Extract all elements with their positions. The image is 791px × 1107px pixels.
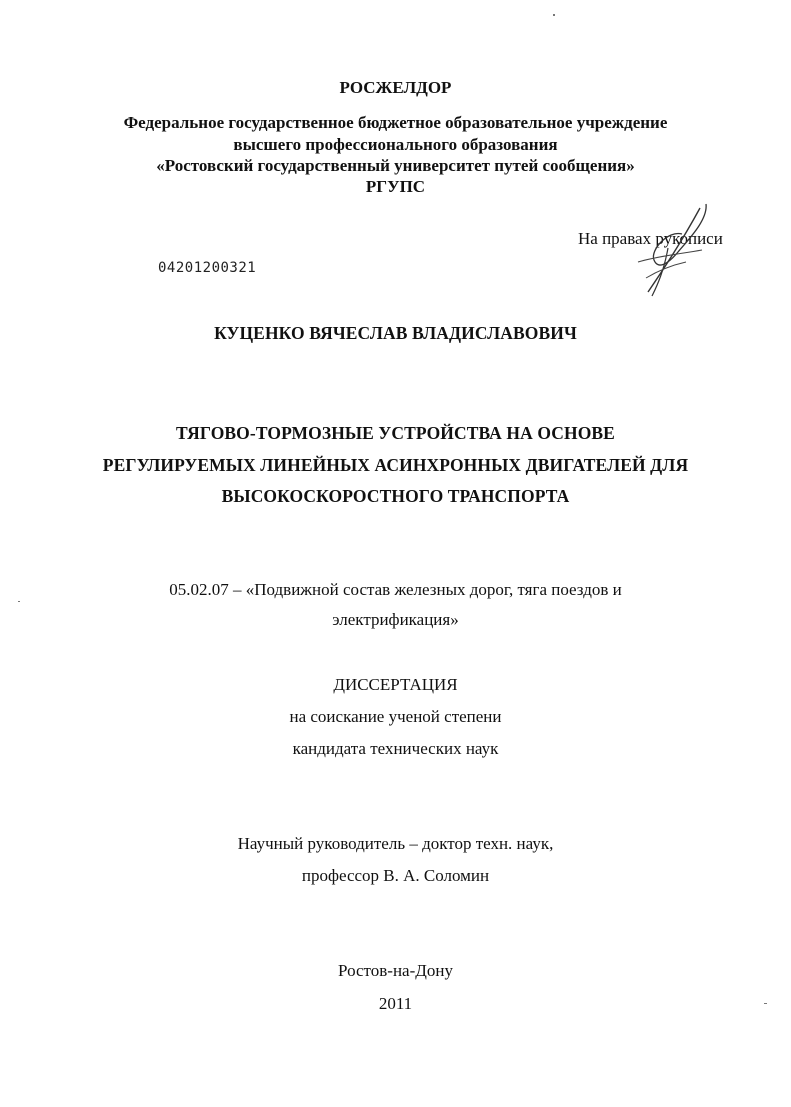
degree-line-2: кандидата технических наук bbox=[292, 739, 499, 758]
scan-speck bbox=[18, 601, 20, 602]
signature-icon bbox=[628, 200, 716, 300]
registration-number: 04201200321 bbox=[158, 260, 257, 276]
specialty-line-2: электрификация» bbox=[332, 610, 459, 629]
institution-line-1: Федеральное государственное бюджетное образовательное учреждение bbox=[123, 113, 668, 132]
manuscript-note: На правах рукописи bbox=[578, 229, 723, 248]
title-line-1: ТЯГОВО-ТОРМОЗНЫЕ УСТРОЙСТВА НА ОСНОВЕ bbox=[176, 423, 615, 443]
title-line-3: ВЫСОКОСКОРОСТНОГО ТРАНСПОРТА bbox=[221, 486, 570, 506]
university-abbreviation: РГУПС bbox=[365, 177, 426, 196]
institution-line-2: высшего профессионального образования bbox=[233, 135, 558, 154]
university-name: «Ростовский государственный университет путей сообщения» bbox=[156, 156, 635, 175]
year: 2011 bbox=[378, 994, 413, 1013]
specialty-line-1: 05.02.07 – «Подвижной состав железных дорог, тяга поездов и bbox=[169, 580, 622, 599]
work-type: ДИССЕРТАЦИЯ bbox=[333, 675, 458, 694]
supervisor-line-1: Научный руководитель – доктор техн. наук, bbox=[237, 834, 554, 853]
ministry-name: РОСЖЕЛДОР bbox=[339, 78, 452, 97]
degree-line-1: на соискание ученой степени bbox=[289, 707, 502, 726]
scan-speck bbox=[553, 14, 555, 16]
scan-speck bbox=[764, 1003, 767, 1004]
supervisor-line-2: профессор В. А. Соломин bbox=[301, 866, 490, 885]
title-line-2: РЕГУЛИРУЕМЫХ ЛИНЕЙНЫХ АСИНХРОННЫХ ДВИГАТЕЛЕЙ ДЛЯ bbox=[102, 455, 689, 475]
author-name: КУЦЕНКО ВЯЧЕСЛАВ ВЛАДИСЛАВОВИЧ bbox=[214, 323, 577, 343]
city: Ростов-на-Дону bbox=[338, 961, 453, 980]
